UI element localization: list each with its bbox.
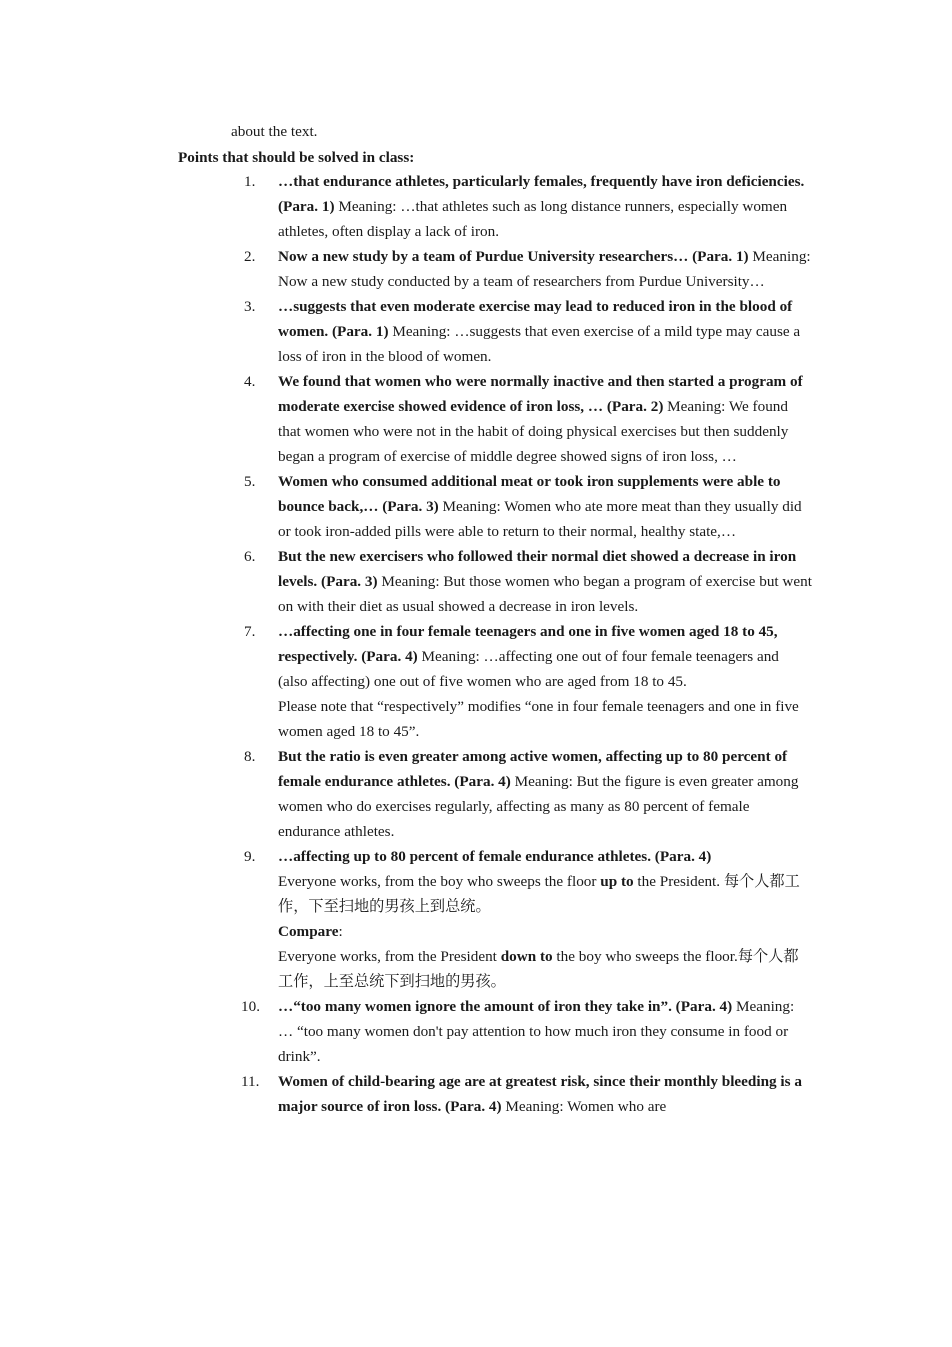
item-number: 9. — [244, 848, 256, 865]
example-2-keyword: down to — [500, 948, 553, 965]
item-number: 10. — [241, 998, 260, 1015]
example-1-end: the President. 每个人都工作，下至扫地的男孩上到总统。 — [278, 873, 800, 915]
item-quote: We found that women who were normally inactive and then started a program of moderate exercise showed evidence of iron loss, … (Para. 2) — [278, 373, 803, 415]
item-quote: …“too many women ignore the amount of iron they take in”. (Para. 4) — [278, 998, 733, 1015]
list-item — [244, 469, 812, 544]
list-item — [241, 994, 812, 1069]
item-meaning: Meaning: … “too many women don't pay attention to how much iron they consume in food or drink”. — [278, 998, 795, 1065]
item-quote: Women who consumed additional meat or took iron supplements were able to bounce back,… (Para. 3) — [278, 473, 781, 515]
item-quote: …suggests that even moderate exercise may lead to reduced iron in the blood of women. (Para. 1) — [278, 298, 793, 340]
item-number: 3. — [244, 298, 256, 315]
item-meaning: Meaning: Now a new study conducted by a team of researchers from Purdue University… — [278, 248, 811, 290]
compare-word: Compare — [278, 923, 339, 940]
section-heading: Points that should be solved in class: — [178, 149, 415, 166]
item-quote: …affecting one in four female teenagers and one in five women aged 18 to 45, respectively. (Para. 4) — [278, 623, 778, 665]
item-quote: Now a new study by a team of Purdue University researchers… (Para. 1) — [278, 248, 749, 265]
item-meaning: Meaning: Women who ate more meat than they usually did or took iron-added pills were able to return to their normal, healthy state,… — [278, 498, 802, 540]
item-quote: Women of child-bearing age are at greatest risk, since their monthly bleeding is a major source of iron loss. (Para. 4) — [278, 1073, 802, 1115]
points-list — [241, 169, 812, 1119]
item-meaning: Meaning: …that athletes such as long distance runners, especially women athletes, often display a lack of iron. — [278, 198, 788, 240]
item-number: 8. — [244, 748, 256, 765]
example-sentence-2 — [278, 944, 812, 994]
item-quote: But the ratio is even greater among active women, affecting up to 80 percent of female endurance athletes. (Para. 4) — [278, 748, 788, 790]
list-item — [244, 169, 812, 244]
list-item — [241, 1069, 812, 1119]
list-item — [244, 619, 812, 744]
item-number: 1. — [244, 173, 256, 190]
example-1-start: Everyone works, from the boy who sweeps the floor — [278, 873, 601, 890]
item-meaning: Meaning: We found that women who were not in the habit of doing physical exercises but then suddenly began a program of exercise of middle degree showed signs of iron loss, … — [278, 398, 789, 465]
item-number: 4. — [244, 373, 256, 390]
compare-label — [278, 919, 812, 944]
item-number: 2. — [244, 248, 256, 265]
item-quote: But the new exercisers who followed their normal diet showed a decrease in iron levels. (Para. 3) — [278, 548, 797, 590]
item-meaning: Meaning: Women who are — [505, 1098, 667, 1115]
example-sentence-1 — [278, 869, 812, 919]
item-number: 7. — [244, 623, 256, 640]
example-1-keyword: up to — [600, 873, 634, 890]
item-note: Please note that “respectively” modifies “one in four female teenagers and one in five women aged 18 to 45”. — [278, 698, 799, 740]
list-item — [244, 544, 812, 619]
item-meaning: Meaning: But the figure is even greater among women who do exercises regularly, affecting as many as 80 percent of female endurance athletes. — [278, 773, 799, 840]
item-meaning: Meaning: …affecting one out of four female teenagers and (also affecting) one out of five women who are aged from 18 to 45. — [278, 648, 779, 690]
item-meaning: Meaning: …suggests that even exercise of a mild type may cause a loss of iron in the blood of women. — [278, 323, 801, 365]
compare-colon: : — [338, 923, 343, 940]
list-item — [244, 844, 812, 994]
example-2-end: the boy who sweeps the floor.每个人都工作，上至总统下到扫地的男孩。 — [278, 948, 799, 990]
list-item — [244, 369, 812, 469]
item-number: 11. — [241, 1073, 260, 1090]
list-item — [244, 294, 812, 369]
item-quote: …that endurance athletes, particularly females, frequently have iron deficiencies. (Para. 1) — [278, 173, 805, 215]
example-2-start: Everyone works, from the President — [278, 948, 501, 965]
list-item — [244, 244, 812, 294]
intro-text: about the text. — [231, 123, 318, 140]
item-number: 5. — [244, 473, 256, 490]
item-meaning: Meaning: But those women who began a program of exercise but went on with their diet as usual showed a decrease in iron levels. — [278, 573, 812, 615]
list-item — [244, 744, 812, 844]
item-quote: …affecting up to 80 percent of female endurance athletes. (Para. 4) — [278, 848, 712, 865]
item-number: 6. — [244, 548, 256, 565]
